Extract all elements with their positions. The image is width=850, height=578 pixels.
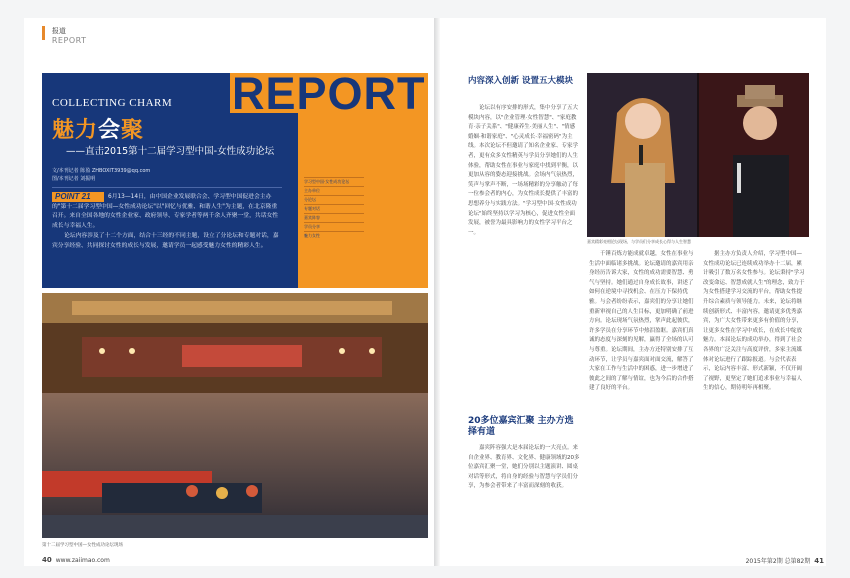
byline-photo: 图/本刊记者 刘振明: [52, 176, 96, 182]
speakers-illustration: [587, 73, 809, 237]
article-title: [52, 113, 144, 144]
byline-author: 文/本刊记者 陈盈 ZHBOXIT3939@qq.com: [52, 168, 151, 174]
title-part-2: 聚: [121, 118, 145, 143]
menu-item: 主办单位: [304, 186, 364, 195]
lead-paragraph-2: 论坛内容涉及了十二个方面，结合十三经的不同主题，设立了分论坛和专题对话，嘉宾分享经验、共同探讨女性的成长与发展，邀请学员一起感受魅力女性的精彩人生。: [52, 232, 279, 249]
point-badge: POINT 21: [52, 192, 104, 202]
menu-item: 学习型中国·女性成功论坛: [304, 177, 364, 186]
title-part-1: 魅力: [52, 118, 99, 143]
menu-item: 分论坛: [304, 195, 364, 204]
event-hall-photo: [42, 293, 428, 538]
column-1-body-2: 嘉宾阵容强大是本届论坛的一大亮点。来自企业界、教育界、文化界、健康领域的20多位嘉宾汇聚一堂，她们分别以主题演讲、圆桌对话等形式，将自身的经验与智慧与学员们分享，为参会者带来了丰富而深刻的收获。: [468, 445, 580, 490]
section-tag: [42, 26, 86, 46]
report-wordmark: REPORT: [232, 73, 426, 119]
menu-item: 嘉宾阵容: [304, 213, 364, 222]
menu-item: 学员分享: [304, 222, 364, 231]
speakers-photo: [587, 73, 809, 237]
column-1-heading: [468, 76, 580, 86]
hero-banner: [42, 73, 428, 288]
section-heading-1: 内容深入创新 设置五大模块: [468, 76, 573, 86]
byline: [52, 167, 150, 183]
section-tag-en: REPORT: [51, 36, 87, 45]
column-3-body: 据主办方负责人介绍，学习型中国—女性成功论坛已连续成功举办十二届，累计吸引了数万名女性参与。论坛秉持"学习改变命运、智慧成就人生"的理念，致力于为女性搭建学习交流的平台，帮助女性提升综合素质与领导能力。未来，论坛将继续创新形式、丰富内容，邀请更多优秀嘉宾，为广大女性带来更多有价值的分享，让更多女性在学习中成长，在成长中绽放魅力。本届论坛的成功举办，得到了社会各界的广泛关注与高度评价，多家主流媒体对论坛进行了跟踪报道。与会代表表示，论坛内容丰富、形式新颖，不仅开阔了视野，更坚定了她们追求事业与幸福人生的信心，期待明年再相聚。: [703, 251, 805, 392]
menu-item: 魅力女性: [304, 231, 364, 240]
folio-url: www.zaiimao.com: [55, 557, 110, 564]
column-1-body: 论坛以有序安排的形式，集中分享了五大模块内容，以"企业管理·女性智慧"、"家庭教育·亲子关系"、"健康养生·美丽人生"、"情感婚姻·和谐家庭"、"心灵成长·幸福密码"为主线。本次论坛不但邀请了知名企业家、专家学者，更有众多女性精英与学员分享她们的人生体验，帮助女性在事业与家庭中找到平衡，以更加从容的姿态迎接挑战。会场内气氛热烈，笑声与掌声不断，一场场精彩的分享触动了每一位参会者的内心，为女性成长提供了丰富的思想养分与实践方法。"学习型中国·女性成功论坛"始终坚持以学习为核心，促进女性全面发展，被誉为最具影响力的女性学习平台之一。: [468, 105, 579, 236]
speakers-photo-caption: 嘉宾精彩亮相论坛现场，与学员们分享成长心得与人生智慧: [587, 239, 691, 244]
lead-paragraph-1: 6月13—14日，由中国企业发展联合会、学习型中国促进会主办的"第十二届学习型中国—女性成功论坛"以"回忆与优雅、和谐人生"为主题，在北京隆重召开。来自全国各地的女性企业家、政府领导、专家学者等两千余人齐聚一堂，共话女性成长与幸福人生。: [52, 194, 279, 230]
hero-divider: [52, 187, 282, 188]
folio-issue: 2015年第2期 总第82期: [745, 558, 811, 565]
title-accent: 会: [98, 118, 122, 143]
event-hall-illustration: [42, 293, 428, 538]
page-number-left: 40: [42, 556, 52, 564]
column-2-body: 千锤百炼方能成就卓越，女性在事业与生活中面临诸多挑战。论坛邀请的嘉宾用亲身经历告诉大家，女性的成功需要智慧、勇气与坚持。她们通过自身成长故事，讲述了如何在逆境中寻找机会、在压力下保持优雅。与会者纷纷表示，嘉宾们的分享让她们重新审视自己的人生目标，更加明确了前进方向。论坛现场气氛热烈，掌声此起彼伏，许多学员在分享环节中热泪盈眶。嘉宾们真诚的态度与深刻的见解，赢得了全场的认可与尊重。论坛期间，主办方还特别安排了互动环节，让学员与嘉宾面对面交流，解答了大家在工作与生活中的困惑，进一步增进了彼此之间的了解与情谊，也为今后的合作搭建了良好的平台。: [589, 251, 694, 392]
folio-left: [42, 556, 110, 564]
folio-right: [746, 556, 824, 565]
section-tag-cn: 报道: [51, 27, 66, 35]
menu-item: 专题对话: [304, 204, 364, 213]
page-number-right: 41: [814, 557, 824, 565]
event-photo-caption: 第十二届学习型中国—女性成功论坛现场: [42, 543, 123, 548]
collecting-charm-heading: COLLECTING CHARM: [52, 97, 173, 109]
section-tag-bar: [42, 26, 45, 40]
sidebar-menu: [304, 177, 364, 240]
section-heading-2: 20多位嘉宾汇聚 主办方选择有道: [468, 416, 574, 437]
article-subtitle: ——直击2015第十二届学习型中国-女性成功论坛: [66, 146, 275, 157]
